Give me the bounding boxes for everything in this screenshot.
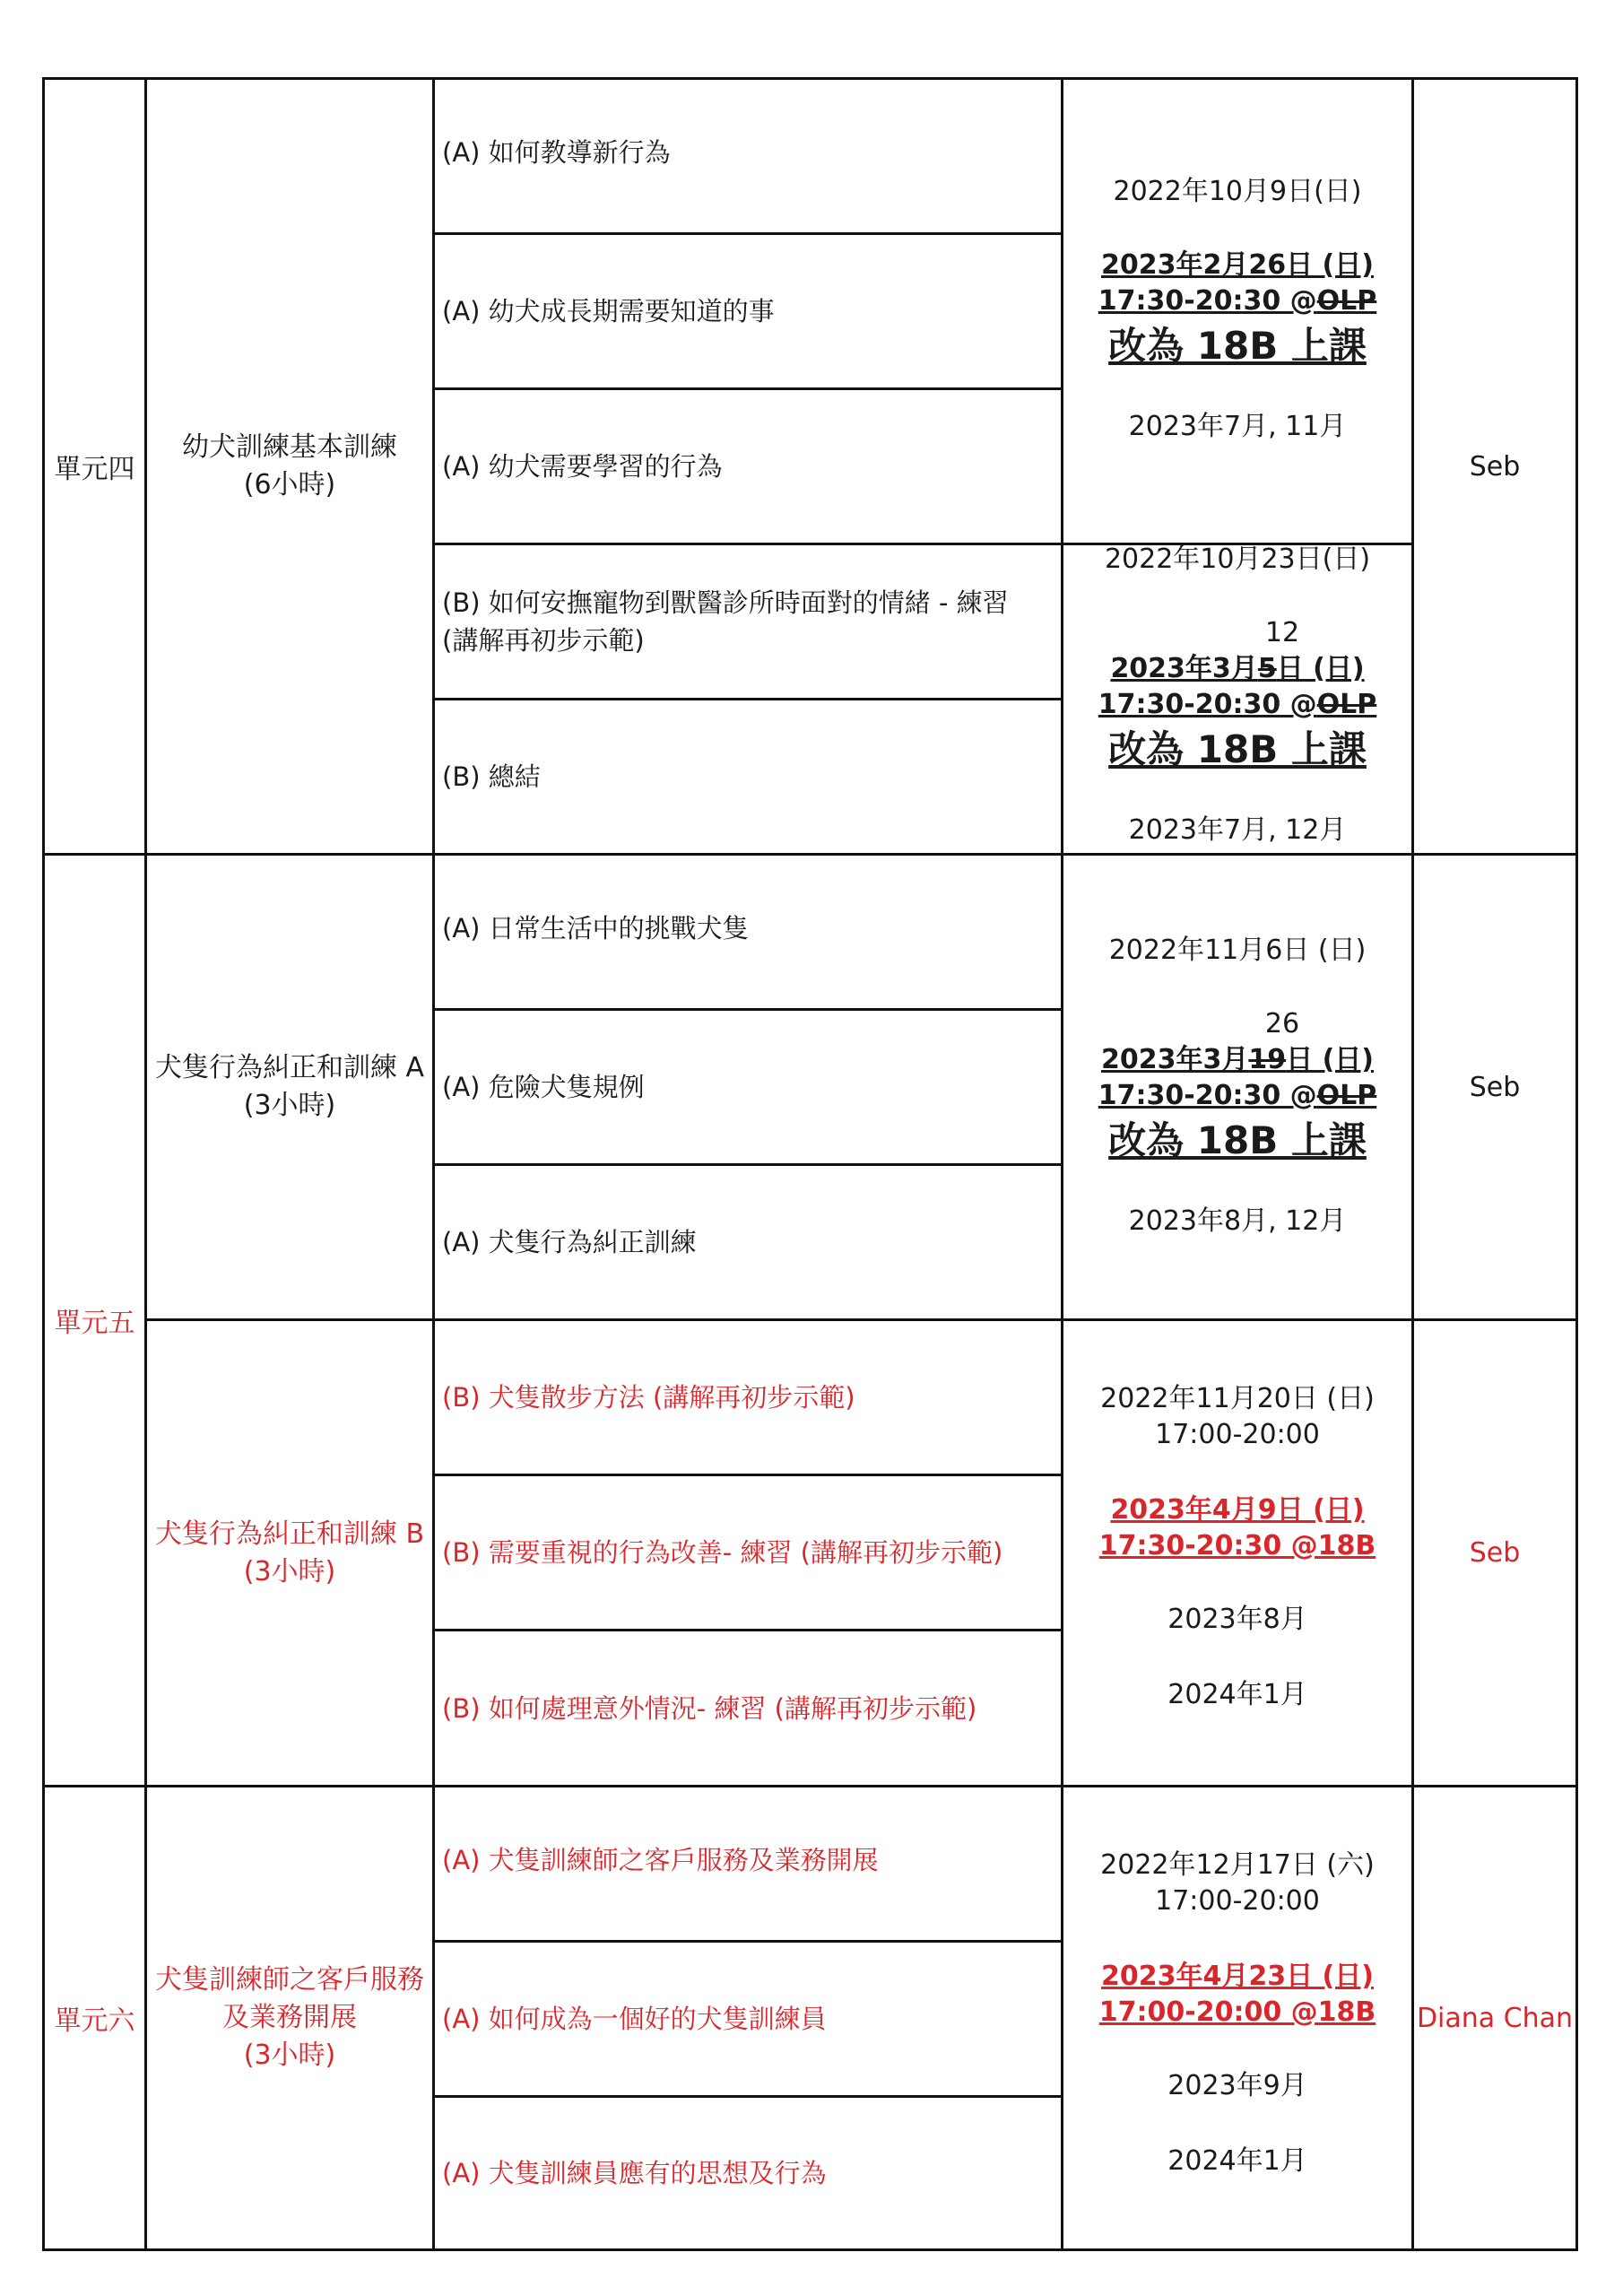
date-line: 2023年8月	[1167, 1604, 1307, 1635]
date-line: 17:00-20:00 @18B	[1098, 1996, 1376, 2028]
unit-4-item-1: (A) 如何教導新行為	[442, 137, 671, 168]
date-change-note: 改為 18B 上課	[1108, 324, 1367, 368]
date-line: 2022年12月17日 (六)	[1100, 1849, 1375, 1881]
date-line: 17:30-20:30 @OLP	[1098, 689, 1377, 720]
date-line: 2022年11月6日 (日)	[1108, 935, 1367, 966]
unit-5-teacher-a: Seb	[1469, 1071, 1521, 1103]
unit-6-name: 單元六	[54, 2005, 135, 2037]
unit-5-item-b2: (B) 需要重視的行為改善- 練習 (講解再初步示範)	[442, 1537, 1003, 1568]
date-line: 2023年7月, 12月	[1128, 814, 1347, 846]
unit-5-name: 單元五	[54, 1308, 135, 1339]
date-change-note: 改為 18B 上課	[1108, 727, 1367, 771]
date-line: 2023年8月, 12月	[1128, 1205, 1347, 1237]
date-line: 2024年1月	[1167, 1679, 1307, 1710]
unit-4-item-2: (A) 幼犬成長期需要知道的事	[442, 296, 775, 326]
unit-6-topic: 犬隻訓練師之客戶服務 及業務開展 (3小時)	[155, 1964, 424, 2071]
date-line: 17:30-20:30 @18B	[1098, 1530, 1376, 1561]
date-line: 2023年3月19日 (日)	[1101, 1044, 1374, 1075]
unit-4-teacher: Seb	[1469, 450, 1521, 483]
date-line: 17:30-20:30 @OLP	[1098, 285, 1377, 317]
date-line: 2022年10月23日(日)	[1104, 544, 1371, 575]
date-line: 26	[1264, 1008, 1300, 1039]
unit-5-teacher-b: Seb	[1469, 1537, 1521, 1569]
date-line: 17:00-20:00	[1155, 1419, 1320, 1450]
unit-4-topic: 幼犬訓練基本訓練 (6小時)	[182, 431, 397, 500]
unit-4-name: 單元四	[54, 454, 135, 485]
unit-6-item-3: (A) 犬隻訓練員應有的思想及行為	[442, 2158, 827, 2188]
date-line: 17:30-20:30 @OLP	[1098, 1080, 1377, 1111]
unit-4-item-4: (B) 如何安撫寵物到獸醫診所時面對的情緒 - 練習 (講解再初步示範)	[442, 587, 1009, 656]
date-line: 12	[1264, 617, 1300, 648]
date-change-note: 改為 18B 上課	[1108, 1118, 1367, 1162]
date-line: 17:00-20:00	[1155, 1885, 1320, 1917]
unit-6-teacher: Diana Chan	[1416, 2002, 1574, 2034]
date-line: 2023年2月26日 (日)	[1101, 249, 1374, 281]
unit-5-item-a2: (A) 危險犬隻規例	[442, 1072, 645, 1102]
unit-5-topic-b: 犬隻行為糾正和訓練 B (3小時)	[154, 1518, 425, 1587]
unit-5-item-b1: (B) 犬隻散步方法 (講解再初步示範)	[442, 1382, 855, 1413]
unit-4-item-3: (A) 幼犬需要學習的行為	[442, 451, 723, 482]
date-line: 2022年11月20日 (日)	[1100, 1383, 1375, 1414]
date-line: 2023年4月23日 (日)	[1101, 1961, 1374, 1992]
unit-4-item-5: (B) 總結	[442, 761, 541, 792]
unit-5-item-a1: (A) 日常生活中的挑戰犬隻	[442, 913, 749, 944]
date-line: 2023年7月, 11月	[1128, 411, 1347, 442]
unit-5-topic-a: 犬隻行為糾正和訓練 A (3小時)	[154, 1052, 425, 1121]
date-line: 2023年4月9日 (日)	[1110, 1494, 1365, 1526]
date-line: 2022年10月9日(日)	[1113, 176, 1362, 207]
date-line: 2024年1月	[1167, 2145, 1307, 2177]
unit-5-item-a3: (A) 犬隻行為糾正訓練	[442, 1227, 697, 1257]
unit-6-item-1: (A) 犬隻訓練師之客戶服務及業務開展	[442, 1845, 879, 1875]
date-line: 2023年9月	[1167, 2070, 1307, 2101]
unit-5-item-b3: (B) 如何處理意外情況- 練習 (講解再初步示範)	[442, 1692, 977, 1724]
date-line: 2023年3月5日 (日)	[1110, 653, 1365, 684]
unit-6-item-2: (A) 如何成為一個好的犬隻訓練員	[442, 2004, 827, 2034]
